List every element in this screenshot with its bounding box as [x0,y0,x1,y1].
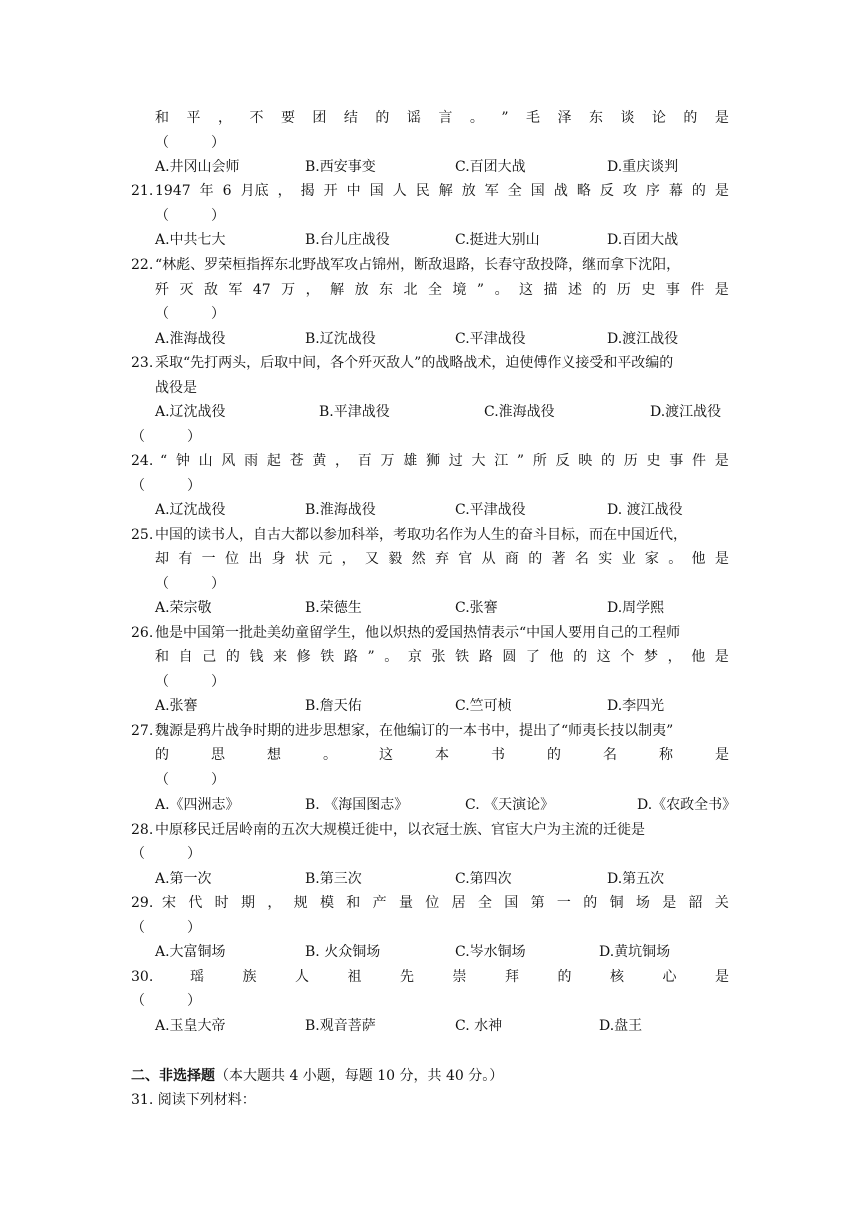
q30-number: 30. [131,969,154,985]
q30-question-line-char: 的 [557,969,572,985]
q22-option-d: D.渡江战役 [607,331,679,347]
q25-question-line-1: 中国的读书人，自古大都以参加科举，考取功名作为人生的奋斗目标，而在中国近代， [155,527,687,543]
q25-question-line-2 [155,549,729,569]
q24-answer-blank: （ ） [131,478,201,494]
q21-question-line-char: 中 [346,183,361,199]
q27-question-line-2-char: 的 [547,747,561,763]
q25-question-line-2-char: 官 [458,551,473,567]
q20-continuation-line-char: 平 [186,110,201,126]
q21-question-line-char: 人 [392,183,407,199]
q21-option-d: D.百团大战 [607,232,679,248]
q24-question-line [160,451,729,471]
q22-option-a: A.淮海战役 [155,331,226,347]
q21-question-line-char: 幕 [668,183,683,199]
q21-question-line-char: 6 [222,183,232,199]
q27-option-c: C. 《天演论》 [465,797,555,813]
q20-continuation-line-char: 。 [469,110,484,126]
q24-question-line-char: 雄 [403,453,418,469]
q21-question-line-char: 月底 [240,183,269,199]
q30-option-c: C. 水神 [455,1018,503,1034]
q20-option-c: C.百团大战 [455,159,526,175]
q20-continuation-line-char: 的 [375,110,390,126]
q27-question-line-2-char: 想 [267,747,281,763]
q21-question-line-char: 军 [484,183,499,199]
q26-question-line-2-char: 自 [178,649,193,665]
q21-question-line-char: 序 [645,183,660,199]
q29-question-line-char: 全 [477,895,492,911]
q26-question-line-2-char: 来 [273,649,288,665]
q27-question-line-1: 魏源是鸦片战争时期的进步思想家，在他编订的一本书中，提出了“师夷长技以制夷” [155,723,674,739]
q21-question-line-char: 全 [507,183,522,199]
q24-question-line-char: 件 [691,453,706,469]
q23-number: 23. [131,355,154,371]
q22-question-line-2-char: 述 [567,282,582,298]
q28-option-c: C.第四次 [455,871,512,887]
q24-question-line-char: 黄 [312,453,327,469]
q23-option-b: B.平津战役 [319,404,390,420]
q24-question-line-char: 大 [471,453,486,469]
q29-question-line-char: 场 [635,895,650,911]
q29-number: 29. [131,895,154,911]
q25-question-line-2-char: 又 [364,551,379,567]
q30-option-a: A.玉皇大帝 [155,1018,226,1034]
q23-question-line-1: 采取“先打两头，后取中间，各个歼灭敌人”的战略战术，迫使傅作义接受和平改编的 [155,355,674,371]
q24-option-b: B.淮海战役 [305,502,376,518]
q24-question-line-char: “ [160,453,168,469]
q23-option-c: C.淮海战役 [484,404,555,420]
q22-question-line-2-char: 北 [403,282,418,298]
q20-continuation-line-char: 是 [714,110,729,126]
q25-option-d: D.周学熙 [607,600,665,616]
q22-answer-blank: （ ） [155,306,225,322]
q29-question-line-char: ， [267,895,282,911]
q21-question-line-char: 民 [415,183,430,199]
q27-question-line-2-char: 名 [603,747,617,763]
q24-question-line-char: 历 [623,453,638,469]
q26-question-line-2-char: 圆 [502,649,517,665]
q27-question-line-2-char: 本 [435,747,449,763]
q22-question-line-2-char: 万 [281,282,296,298]
q31-prompt: 31. 阅读下列材料： [131,1092,256,1108]
q27-question-line-2 [155,745,729,765]
q20-continuation-line-char: ， [217,110,232,126]
q26-question-line-2-char: ” [367,649,375,665]
q29-question-line-char: 的 [583,895,598,911]
q21-question-line-char: 揭 [300,183,315,199]
q30-question-line-char: 瑶 [190,969,204,985]
q29-option-d: D.黄坑铜场 [599,944,671,960]
q28-option-a: A.第一次 [155,871,212,887]
q24-question-line-char: 史 [646,453,661,469]
q30-question-line-char: 是 [715,969,729,985]
q26-question-line-2-char: 修 [296,649,311,665]
q26-question-line-2-char: 他 [549,649,564,665]
q29-question-line-char: 关 [714,895,729,911]
q20-continuation-line-char: 毛 [525,110,540,126]
q26-question-line-2-char: 路 [478,649,493,665]
q25-question-line-2-char: 出 [248,551,263,567]
q20-continuation-line-char: 要 [280,110,295,126]
q25-question-line-2-char: 位 [224,551,239,567]
q22-question-line-2-char: 全 [427,282,442,298]
q29-question-line-char: 韶 [688,895,703,911]
q27-option-a: A.《四洲志》 [155,797,240,813]
q22-question-line-2-char: 47 [252,282,271,298]
q24-question-line-char: 起 [266,453,281,469]
q20-continuation-line-char: 谈 [620,110,635,126]
q26-question-line-2-char: 路 [343,649,358,665]
q26-option-a: A.张謇 [155,698,198,714]
q25-question-line-2-char: 毅 [388,551,403,567]
q26-question-line-2-char: 铁 [455,649,470,665]
q24-question-line-char: 反 [555,453,570,469]
q28-option-d: D.第五次 [607,871,665,887]
q30-option-d: D.盘王 [599,1018,643,1034]
q26-question-line-2-char: 个 [620,649,635,665]
q22-number: 22. [131,257,154,273]
q25-question-line-2-char: 著 [551,551,566,567]
q20-continuation-line-char: 和 [155,110,169,126]
q24-question-line-char: 是 [714,453,729,469]
q21-question-line-char: 反 [599,183,614,199]
q28-question-line-1: 中原移民迁居岭南的五次大规模迁徙中，以衣冠士族、官宦大户为主流的迁徙是 [155,822,645,838]
q22-question-line-2-char: 史 [641,282,656,298]
q29-question-line-char: 和 [346,895,361,911]
q21-option-c: C.挺进大别山 [455,232,540,248]
q26-question-line-2-char: ， [667,649,682,665]
q22-question-line-2-char: ” [476,282,485,298]
q25-question-line-2-char: 实 [598,551,613,567]
q30-question-line-char: 人 [295,969,309,985]
q26-answer-blank: （ ） [155,674,225,690]
q27-question-line-2-char: 称 [659,747,673,763]
q22-question-line-2-char: ， [305,282,320,298]
q21-question-line-char: 年 [199,183,214,199]
q21-question-line-char: 战 [553,183,568,199]
q25-question-line-2-char: 身 [271,551,286,567]
q25-question-line-2-char: 他 [691,551,706,567]
q29-question-line-char: 期 [240,895,255,911]
q24-question-line-char: 万 [380,453,395,469]
q21-question-line-char: 1947 [155,183,191,199]
q20-continuation-line-char: 谣 [406,110,421,126]
q21-question-line-char: 是 [714,183,729,199]
q26-question-line-2-char: 的 [573,649,588,665]
q30-question-line-char: 族 [242,969,257,985]
q26-question-line-2-char: 张 [431,649,446,665]
q25-question-line-2-char: 有 [178,551,193,567]
q26-question-line-2-char: 梦 [643,649,658,665]
q26-question-line-2-char: 了 [525,649,540,665]
q25-option-b: B.荣德生 [305,600,362,616]
q29-question-line-char: 国 [504,895,519,911]
q25-question-line-2-char: 家 [644,551,659,567]
q24-question-line-char: 过 [448,453,463,469]
q25-question-line-2-char: 从 [481,551,496,567]
q29-question-line-char: 代 [188,895,203,911]
q27-question-line-2-char: 书 [491,747,505,763]
q25-question-line-2-char: 的 [528,551,543,567]
q25-question-line-2-char: 是 [714,551,729,567]
q26-question-line-2-char: 他 [691,649,706,665]
q21-question-line-char: ， [277,183,292,199]
q26-question-line-2-char: 和 [155,649,169,665]
q30-option-b: B.观音菩萨 [305,1018,376,1034]
q28-answer-blank: （ ） [131,846,201,862]
q30-question-line-char: 心 [662,969,677,985]
q24-question-line-char: 雨 [244,453,259,469]
q26-option-d: D.李四光 [607,698,665,714]
q21-question-line-char: 开 [323,183,338,199]
q24-question-line-char: 所 [532,453,547,469]
q26-question-line-2-char: 是 [714,649,729,665]
q26-question-line-2-char: 这 [596,649,611,665]
q21-question-line-char: 的 [691,183,706,199]
q25-question-line-2-char: 弃 [434,551,449,567]
q25-answer-blank: （ ） [155,576,225,592]
q25-option-c: C.张謇 [455,600,498,616]
q21-question-line-char: 攻 [622,183,637,199]
q24-question-line-char: 映 [578,453,593,469]
q29-question-line-char: 宋 [162,895,176,911]
q26-number: 26. [131,625,154,641]
q26-question-line-1: 他是中国第一批赴美幼童留学生，他以炽热的爱国热情表示“中国人要用自己的工程师 [155,625,681,641]
q27-number: 27. [131,723,154,739]
q29-question-line-char: 时 [214,895,229,911]
q22-question-line-2-char: 事 [665,282,680,298]
q24-question-line-char: ” [516,453,525,469]
q24-question-line-char: 江 [494,453,509,469]
q21-number: 21. [131,183,154,199]
q21-option-a: A.中共七大 [155,232,226,248]
q27-question-line-2-char: 是 [715,747,729,763]
q25-question-line-2-char: 。 [668,551,683,567]
q20-continuation-line-char: 团 [312,110,327,126]
q24-number: 24. [131,453,154,469]
q25-question-line-2-char: 一 [201,551,216,567]
q27-option-b: B. 《海国图志》 [305,797,409,813]
q26-question-line-2-char: 京 [407,649,422,665]
q29-option-a: A.大富铜场 [155,944,226,960]
q21-question-line-char: 解 [438,183,453,199]
q27-question-line-2-char: 这 [379,747,393,763]
q20-continuation-line-char: 泽 [557,110,572,126]
q22-question-line-2-char: 歼 [155,282,169,298]
q22-question-line-2-char: 。 [494,282,509,298]
q21-question-line [155,181,729,201]
q26-question-line-2-char: 钱 [249,649,264,665]
q25-question-line-2-char: 然 [411,551,426,567]
q23-answer-blank: （ ） [131,429,201,445]
q22-option-b: B.辽沈战役 [305,331,376,347]
q26-question-line-2 [155,647,729,667]
q28-option-b: B.第三次 [305,871,362,887]
q24-question-line-char: 事 [669,453,684,469]
q30-question-line-char: 先 [400,969,414,985]
q30-question-line-char: 崇 [452,969,467,985]
q22-question-line-2 [155,280,729,300]
q22-question-line-2-char: 是 [714,282,729,298]
q24-question-line-char: 钟 [175,453,190,469]
q22-question-line-2-char: 军 [228,282,243,298]
q29-question-line [162,893,729,913]
q29-question-line-char: 量 [398,895,413,911]
q20-option-d: D.重庆谈判 [607,159,679,175]
q22-option-c: C.平津战役 [455,331,526,347]
q22-question-line-2-char: 的 [592,282,607,298]
q22-question-line-2-char: 东 [379,282,394,298]
q20-answer-blank: （ ） [155,135,225,151]
q27-question-line-2-char: 思 [211,747,225,763]
q20-continuation-line-char: ” [501,110,509,126]
q25-number: 25. [131,527,154,543]
q29-question-line-char: 铜 [609,895,624,911]
q26-question-line-2-char: 的 [225,649,240,665]
q20-continuation-line-char: 结 [343,110,358,126]
q27-question-line-2-char: 的 [155,747,169,763]
q25-question-line-2-char: 业 [621,551,636,567]
q24-question-line-char: 的 [601,453,616,469]
q27-option-d: D.《农政全书》 [637,797,737,813]
q20-continuation-line-char: 论 [651,110,666,126]
q25-question-line-2-char: 名 [574,551,589,567]
q22-question-line-2-char: 件 [690,282,705,298]
q26-question-line-2-char: 。 [384,649,399,665]
q22-question-line-2-char: 描 [543,282,558,298]
q29-question-line-char: 第 [530,895,545,911]
q24-question-line-char: 山 [198,453,213,469]
q22-question-line-2-char: 敌 [203,282,218,298]
q27-question-line-2-char: 。 [323,747,337,763]
q29-question-line-char: 模 [319,895,334,911]
q26-question-line-2-char: 铁 [320,649,335,665]
q23-question-line-2: 战役是 [155,380,197,396]
q22-question-line-2-char: 境 [452,282,467,298]
q20-option-a: A.井冈山会师 [155,159,240,175]
q20-continuation-line-char: 不 [249,110,264,126]
q29-question-line-char: 产 [372,895,387,911]
q23-option-a: A.辽沈战役 [155,404,226,420]
q25-question-line-2-char: 商 [504,551,519,567]
q20-continuation-line-char: 东 [588,110,603,126]
section2-heading: 二、非选择题 [131,1068,215,1084]
section2-note: （本大题共 4 小题，每题 10 分，共 40 分。） [215,1068,504,1084]
q24-option-c: C.平津战役 [455,502,526,518]
section2-heading-line [131,1066,503,1086]
q21-question-line-char: 略 [576,183,591,199]
q25-question-line-2-char: ， [341,551,356,567]
q24-question-line-char: ， [335,453,350,469]
q22-question-line-1: “林彪、罗荣桓指挥东北野战军攻占锦州，断敌退路，长春守敌投降，继而拿下沈阳， [155,257,681,273]
q21-question-line-char: 国 [530,183,545,199]
q24-question-line-char: 苍 [289,453,304,469]
q20-continuation-line-char: 的 [683,110,698,126]
q21-question-line-char: 国 [369,183,384,199]
q30-answer-blank: （ ） [131,993,201,1009]
q29-question-line-char: 一 [556,895,571,911]
q30-question-line [190,967,729,987]
q24-question-line-char: 风 [221,453,236,469]
q22-question-line-2-char: 灭 [179,282,194,298]
q22-question-line-2-char: 放 [354,282,369,298]
q20-continuation-line [155,108,729,128]
q22-question-line-2-char: 这 [519,282,534,298]
q29-question-line-char: 是 [662,895,677,911]
q29-question-line-char: 位 [425,895,440,911]
q26-question-line-2-char: 己 [202,649,217,665]
q25-question-line-2-char: 状 [294,551,309,567]
q21-answer-blank: （ ） [155,208,225,224]
q24-question-line-char: 狮 [425,453,440,469]
q26-option-c: C.竺可桢 [455,698,512,714]
q24-question-line-char: 百 [357,453,372,469]
q20-continuation-line-char: 言 [438,110,453,126]
q22-question-line-2-char: 历 [616,282,631,298]
q26-option-b: B.詹天佑 [305,698,362,714]
q29-answer-blank: （ ） [131,920,201,936]
q29-question-line-char: 规 [293,895,308,911]
q23-option-d: D.渡江战役 [650,404,722,420]
q20-option-b: B.西安事变 [305,159,376,175]
q25-option-a: A.荣宗敬 [155,600,212,616]
q25-question-line-2-char: 却 [155,551,169,567]
q30-question-line-char: 拜 [505,969,519,985]
q24-option-d: D. 渡江战役 [607,502,683,518]
q29-option-b: B. 火众铜场 [305,944,381,960]
q28-number: 28. [131,822,154,838]
q25-question-line-2-char: 元 [318,551,333,567]
q30-question-line-char: 核 [610,969,624,985]
q22-question-line-2-char: 解 [330,282,345,298]
q29-question-line-char: 居 [451,895,466,911]
q21-question-line-char: 放 [461,183,476,199]
q30-question-line-char: 祖 [347,969,362,985]
q27-answer-blank: （ ） [155,772,225,788]
q21-option-b: B.台儿庄战役 [305,232,390,248]
q29-option-c: C.岑水铜场 [455,944,526,960]
q24-option-a: A.辽沈战役 [155,502,226,518]
